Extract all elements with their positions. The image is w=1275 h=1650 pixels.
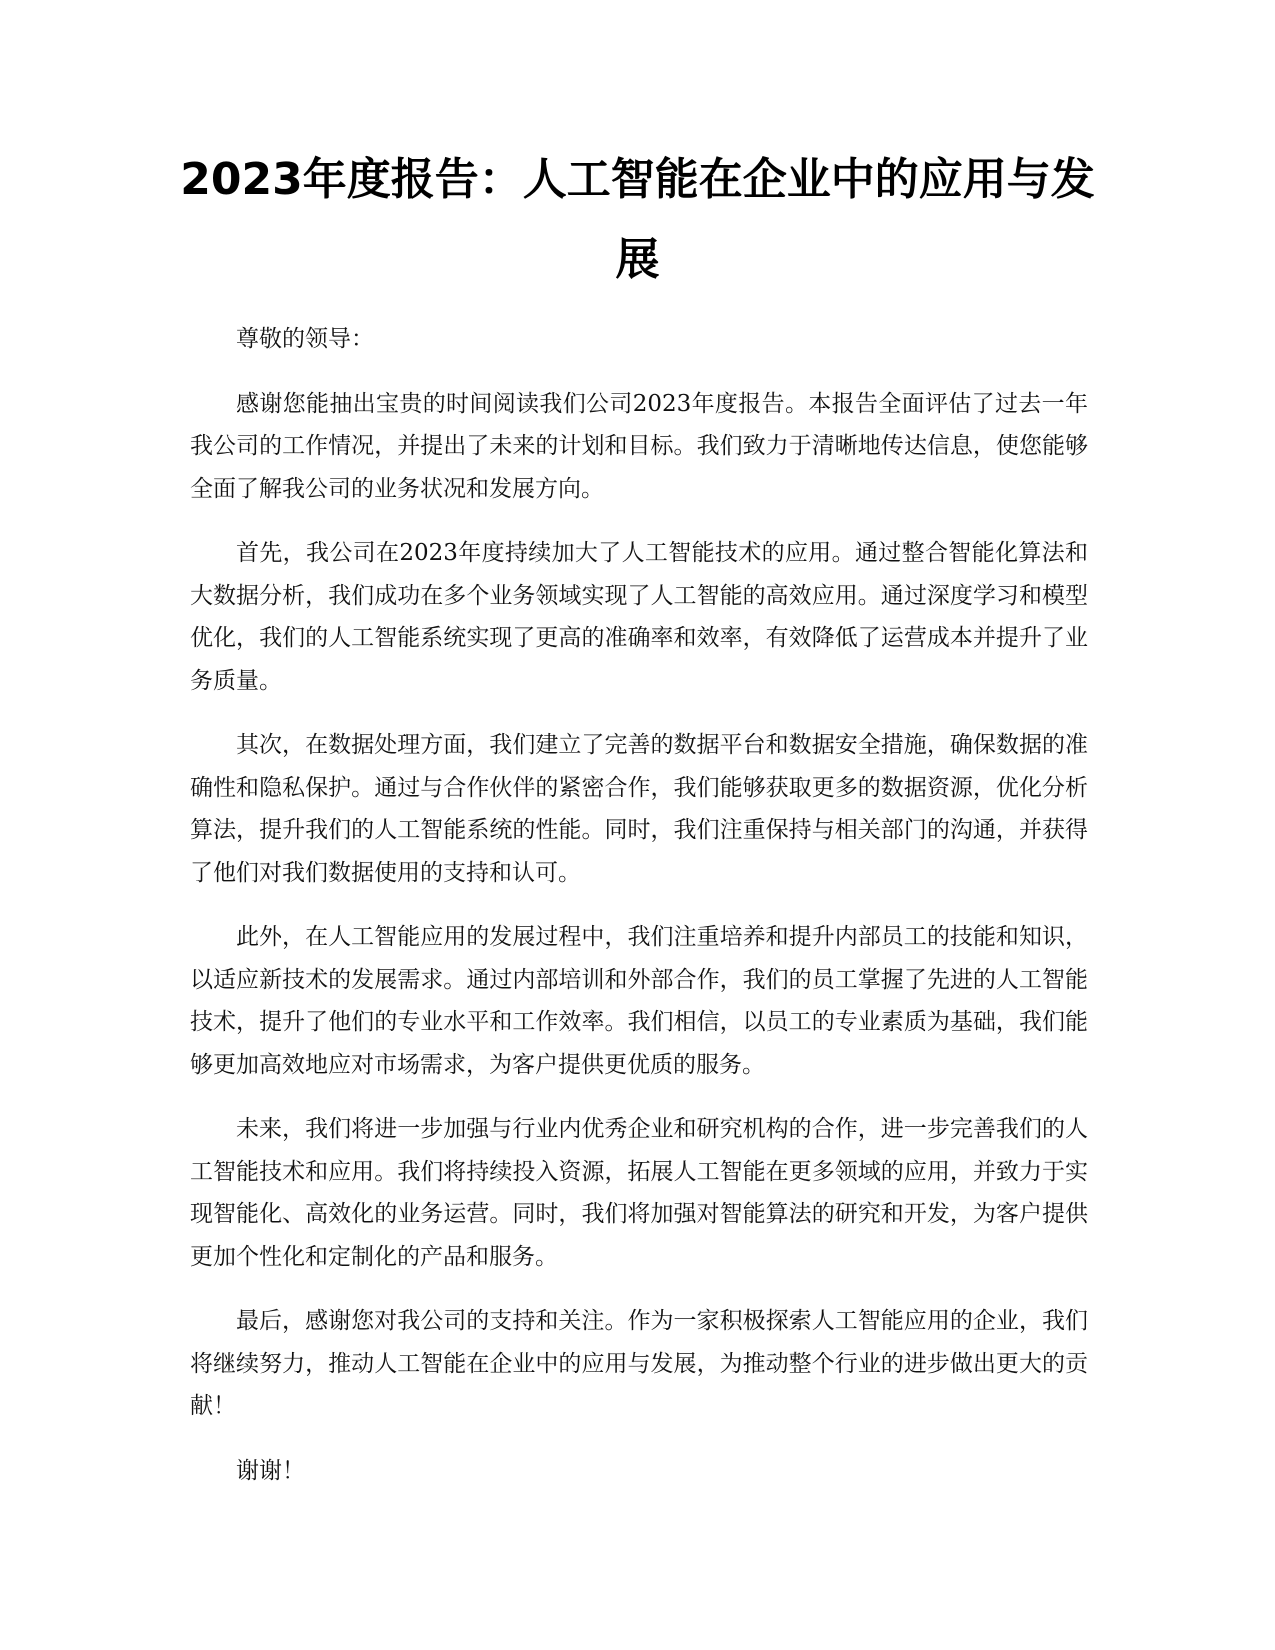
paragraph-ai-application: 首先，我公司在2023年度持续加大了人工智能技术的应用。通过整合智能化算法和大数据分析，我们成功在多个业务领域实现了人工智能的高效应用。通过深度学习和模型优化，我们的人工智能系统实现了更高的准确率和效率，有效降低了运营成本并提升了业务质量。 bbox=[190, 540, 1088, 694]
paragraph-future-plans: 未来，我们将进一步加强与行业内优秀企业和研究机构的合作，进一步完善我们的人工智能技术和应用。我们将持续投入资源，拓展人工智能在更多领域的应用，并致力于实现智能化、高效化的业务运营。同时，我们将加强对智能算法的研究和开发，为客户提供更加个性化和定制化的产品和服务。 bbox=[190, 1116, 1088, 1270]
paragraph-conclusion: 最后，感谢您对我公司的支持和关注。作为一家积极探索人工智能应用的企业，我们将继续努力，推动人工智能在企业中的应用与发展，为推动整个行业的进步做出更大的贡献！ bbox=[190, 1308, 1088, 1419]
salutation: 尊敬的领导： bbox=[236, 326, 374, 352]
paragraph-introduction: 感谢您能抽出宝贵的时间阅读我们公司2023年度报告。本报告全面评估了过去一年我公司的工作情况，并提出了未来的计划和目标。我们致力于清晰地传达信息，使您能够全面了解我公司的业务状况和发展方向。 bbox=[190, 390, 1088, 502]
document-body bbox=[190, 318, 1088, 1514]
closing-thanks: 谢谢！ bbox=[236, 1457, 305, 1484]
paragraph-staff-training: 此外，在人工智能应用的发展过程中，我们注重培养和提升内部员工的技能和知识，以适应新技术的发展需求。通过内部培训和外部合作，我们的员工掌握了先进的人工智能技术，提升了他们的专业水平和工作效率。我们相信，以员工的专业素质为基础，我们能够更加高效地应对市场需求，为客户提供更优质的服务。 bbox=[190, 924, 1088, 1078]
paragraph-data-processing: 其次，在数据处理方面，我们建立了完善的数据平台和数据安全措施，确保数据的准确性和隐私保护。通过与合作伙伴的紧密合作，我们能够获取更多的数据资源，优化分析算法，提升我们的人工智能系统的性能。同时，我们注重保持与相关部门的沟通，并获得了他们对我们数据使用的支持和认可。 bbox=[190, 732, 1088, 886]
document-title: 2023年度报告：人工智能在企业中的应用与发展 bbox=[180, 154, 1095, 285]
